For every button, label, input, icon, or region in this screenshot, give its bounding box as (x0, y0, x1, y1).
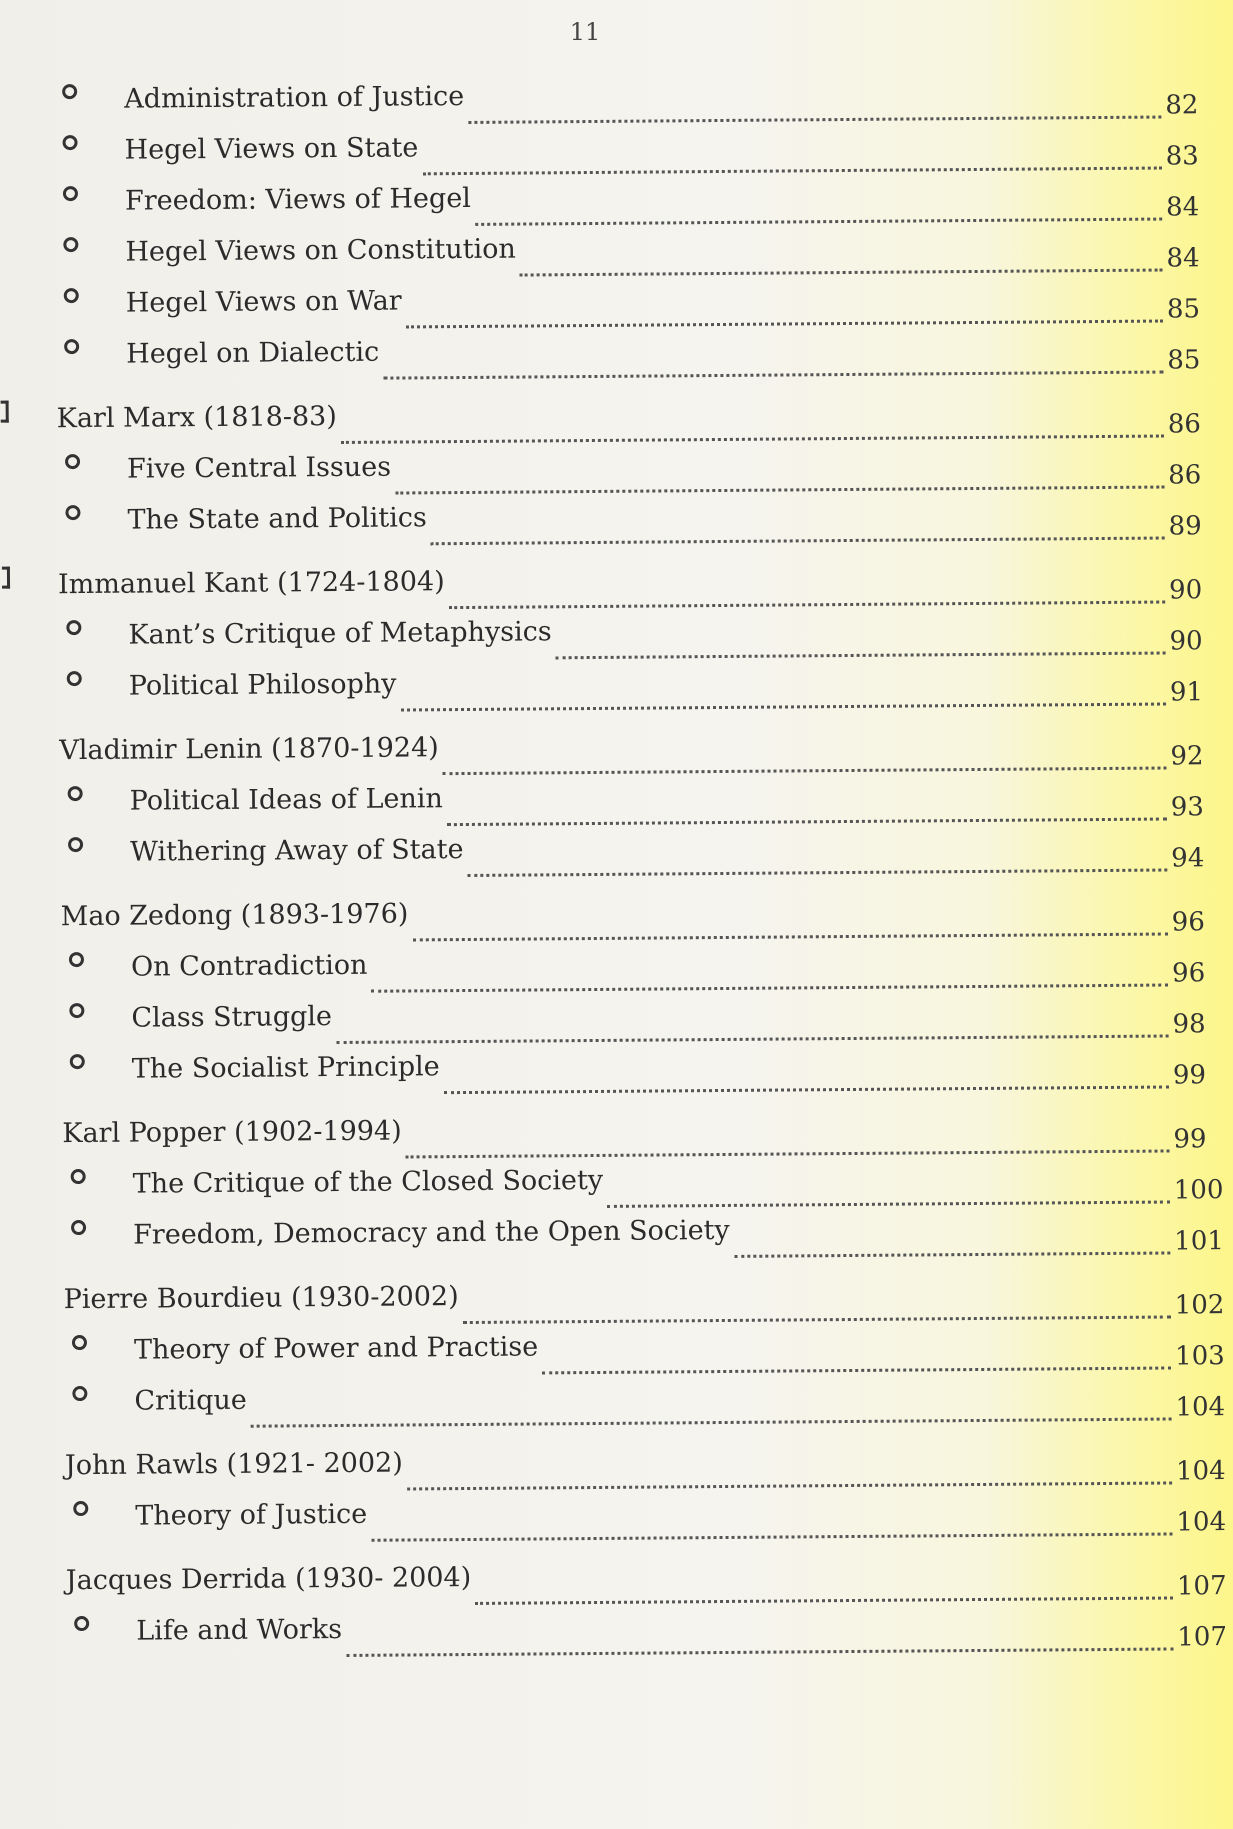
entry-page-number: 93 (1170, 792, 1205, 823)
entry-page-number: 99 (1172, 1060, 1207, 1091)
entry-title: Hegel Views on War (125, 285, 402, 319)
entry-title: Pierre Bourdieu (1930-2002) (63, 1281, 459, 1316)
circle-bullet-icon (63, 237, 78, 252)
entry-page-number: 85 (1166, 294, 1201, 325)
toc-chapter-entry (12, 1535, 1233, 1609)
entry-page-number: 89 (1168, 511, 1202, 542)
entry-page-number: 86 (1168, 460, 1202, 491)
entry-title: Hegel Views on Constitution (125, 233, 516, 268)
entry-title: Class Struggle (131, 1001, 333, 1034)
entry-title: Hegel Views on State (124, 132, 419, 166)
entry-title: Political Ideas of Lenin (129, 783, 443, 817)
circle-bullet-icon (64, 339, 79, 354)
entry-page-number: 104 (1175, 1456, 1226, 1487)
circle-bullet-icon (68, 786, 83, 801)
entry-title: Freedom: Views of Hegel (124, 182, 471, 217)
entry-page-number: 103 (1175, 1341, 1225, 1372)
entry-page-number: 86 (1167, 409, 1202, 440)
toc-chapter-entry (6, 871, 1227, 945)
circle-bullet-icon (72, 1335, 87, 1350)
entry-page-number: 99 (1173, 1124, 1207, 1155)
entry-page-number: 104 (1176, 1507, 1227, 1538)
entry-title: John Rawls (1921- 2002) (64, 1447, 403, 1482)
entry-page-number: 101 (1174, 1226, 1224, 1257)
entry-page-number: 96 (1171, 907, 1205, 938)
toc-chapter-entry (2, 373, 1223, 447)
circle-bullet-icon (62, 135, 77, 150)
entry-title: Karl Marx (1818-83) (56, 401, 337, 435)
page-number: 11 (569, 18, 601, 46)
circle-bullet-icon (66, 620, 81, 635)
circle-bullet-icon (63, 186, 78, 201)
entry-title: Withering Away of State (130, 834, 464, 868)
circle-bullet-icon (70, 1054, 85, 1069)
circle-bullet-icon (65, 505, 80, 520)
entry-title: Life and Works (136, 1614, 343, 1647)
entry-title: Political Philosophy (128, 668, 397, 702)
entry-title: Administration of Justice (124, 80, 465, 115)
entry-title: On Contradiction (130, 949, 368, 983)
circle-bullet-icon (72, 1386, 87, 1401)
circle-bullet-icon (68, 837, 83, 852)
toc-section-entry (12, 1599, 1233, 1660)
entry-page-number: 102 (1174, 1290, 1225, 1321)
entry-title: Kant’s Critique of Metaphysics (128, 616, 552, 651)
circle-bullet-icon (69, 952, 84, 967)
entry-title: Theory of Justice (135, 1498, 368, 1532)
toc-chapter-entry (4, 539, 1225, 613)
toc-chapter-entry (11, 1420, 1232, 1494)
entry-page-number: 96 (1171, 958, 1206, 989)
entry-title: Theory of Power and Practise (133, 1331, 539, 1366)
entry-title: Five Central Issues (126, 451, 392, 485)
dot-leader (346, 1644, 1173, 1656)
entry-title: Mao Zedong (1893-1976) (60, 898, 409, 933)
entry-page-number: 107 (1176, 1571, 1227, 1602)
entry-title: Immanuel Kant (1724-1804) (57, 566, 445, 601)
entry-page-number: 94 (1171, 843, 1205, 874)
entry-page-number: 82 (1165, 90, 1199, 121)
circle-bullet-icon (73, 1501, 88, 1516)
circle-bullet-icon (64, 288, 79, 303)
circle-bullet-icon (71, 1169, 86, 1184)
circle-bullet-icon (65, 454, 80, 469)
entry-page-number: 100 (1173, 1175, 1224, 1206)
circle-bullet-icon (69, 1003, 84, 1018)
entry-title: Hegel on Dialectic (126, 336, 380, 370)
entry-title: The Socialist Principle (131, 1051, 440, 1085)
toc-chapter-entry (8, 1088, 1229, 1162)
circle-bullet-icon (62, 84, 77, 99)
entry-title: The Critique of the Closed Society (132, 1164, 604, 1200)
entry-page-number: 85 (1167, 345, 1201, 376)
entry-page-number: 104 (1175, 1392, 1226, 1423)
entry-page-number: 90 (1169, 626, 1203, 657)
entry-title: Critique (134, 1384, 247, 1417)
entry-title: Vladimir Lenin (1870-1924) (59, 732, 439, 767)
entry-page-number: 84 (1166, 243, 1200, 274)
circle-bullet-icon (67, 671, 82, 686)
entry-title: Jacques Derrida (1930- 2004) (65, 1561, 472, 1597)
entry-title: Karl Popper (1902-1994) (62, 1115, 402, 1150)
entry-page-number: 92 (1170, 741, 1204, 772)
entry-page-number: 84 (1165, 192, 1200, 223)
entry-page-number: 107 (1177, 1622, 1228, 1653)
table-of-contents (0, 67, 1233, 1660)
entry-page-number: 98 (1172, 1009, 1206, 1040)
entry-page-number: 90 (1168, 575, 1203, 606)
toc-chapter-entry (5, 705, 1226, 779)
entry-title: Freedom, Democracy and the Open Society (133, 1214, 730, 1251)
entry-title: The State and Politics (127, 502, 427, 536)
square-bullet-icon (2, 567, 10, 589)
entry-page-number: 83 (1165, 141, 1199, 172)
entry-page-number: 91 (1169, 677, 1204, 708)
circle-bullet-icon (74, 1616, 89, 1631)
toc-chapter-entry (9, 1254, 1230, 1328)
square-bullet-icon (1, 401, 9, 423)
circle-bullet-icon (71, 1220, 86, 1235)
